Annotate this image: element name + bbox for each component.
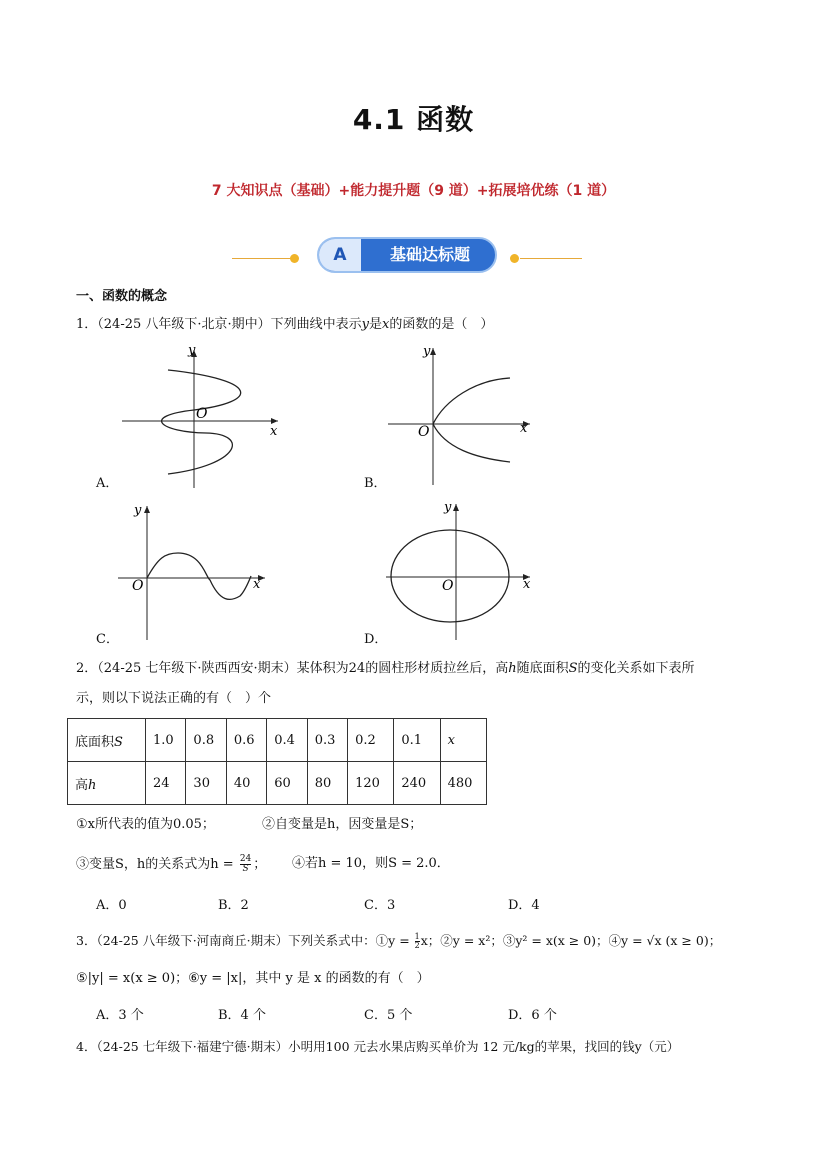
section-banner (317, 237, 497, 273)
banner-right-dot (510, 254, 519, 263)
graph-b-y-label: y (423, 344, 431, 359)
table-cell: 240 (394, 762, 440, 805)
q3-option-a[interactable]: A．3 个 (96, 1008, 144, 1023)
graph-c (110, 498, 280, 643)
graph-c-x-label: x (253, 577, 261, 592)
table-cell: 0.2 (348, 719, 394, 762)
banner-text: 基础达标题 (389, 245, 470, 264)
graph-d-y-label: y (444, 500, 452, 515)
graph-a (110, 340, 290, 490)
table-cell: 30 (186, 762, 226, 805)
table-cell: 480 (440, 762, 486, 805)
q3-option-b[interactable]: B．4 个 (218, 1008, 266, 1023)
q1-option-c[interactable]: C． (96, 632, 119, 647)
table-cell: 60 (267, 762, 307, 805)
q2-stem-line2: 示，则以下说法正确的有（ ）个 (76, 691, 272, 706)
banner-letter: A (319, 239, 361, 271)
q3-option-c[interactable]: C．5 个 (364, 1008, 413, 1023)
graph-c-origin-label: O (132, 578, 144, 594)
graph-a-y-label: y (188, 343, 196, 358)
q2-option-c[interactable]: C．3 (364, 898, 396, 913)
table-cell: 高h (68, 762, 146, 805)
q3-option-d[interactable]: D．6 个 (508, 1008, 557, 1023)
q2-stem-line1: 2．（24-25 七年级下·陕西西安·期末）某体积为24的圆柱形材质拉丝后，高h随底面积S的变化关系如下表所 (76, 661, 695, 676)
table-cell: 底面积S (68, 719, 146, 762)
graph-b-x-label: x (520, 421, 528, 436)
q1-option-b[interactable]: B． (364, 476, 387, 491)
graph-b-origin-label: O (418, 424, 430, 440)
q4-stem-line1: 4．（24-25 七年级下·福建宁德·期末）小明用100 元去水果店购买单价为 12 元/kg的苹果，找回的钱y（元） (76, 1039, 680, 1054)
page-subtitle: 7 大知识点（基础）+能力提升题（9 道）+拓展培优练（1 道） (211, 183, 616, 199)
banner-right-line (520, 258, 582, 259)
graph-c-y-label: y (134, 503, 142, 518)
q1-option-d[interactable]: D． (364, 632, 388, 647)
q1-stem: 1．（24-25 八年级下·北京·期中）下列曲线中表示y是x的函数的是（ ） (76, 317, 494, 332)
q2-statement-2: ②自变量是h，因变量是S； (262, 817, 423, 832)
q2-option-a[interactable]: A．0 (96, 898, 127, 913)
graph-a-origin-label: O (196, 406, 208, 422)
graph-a-x-label: x (270, 424, 278, 439)
table-cell: 120 (348, 762, 394, 805)
q2-table (67, 718, 487, 805)
table-cell: 0.6 (226, 719, 266, 762)
section-heading: 一、函数的概念 (76, 289, 168, 304)
q2-statement-3: ③变量S，h的关系式为h = $\frac{24}{S}$ ； (76, 854, 267, 874)
graph-d-origin-label: O (442, 578, 454, 594)
graph-d (380, 498, 540, 643)
table-row (68, 719, 487, 762)
q3-stem-line1: 3．（24-25 八年级下·河南商丘·期末）下列关系式中：①y = $\frac{1}{2}$ x；②y = x²；③y² = x(x ≥ 0)；④y = √x (x ≥ 0)； (76, 932, 722, 950)
banner-left-line (232, 258, 294, 259)
table-cell: 0.3 (307, 719, 347, 762)
q2-option-b[interactable]: B．2 (218, 898, 249, 913)
table-cell: 0.1 (394, 719, 440, 762)
table-cell: x (440, 719, 486, 762)
graph-b (380, 340, 540, 490)
q2-statement-4: ④若h = 10，则S = 2.0． (292, 856, 450, 871)
table-cell: 0.4 (267, 719, 307, 762)
banner-left-dot (290, 254, 299, 263)
q1-option-a[interactable]: A． (96, 476, 119, 491)
table-cell: 0.8 (186, 719, 226, 762)
q2-option-d[interactable]: D．4 (508, 898, 540, 913)
q3-stem-line2: ⑤|y| = x(x ≥ 0)；⑥y = |x|，其中 y 是 x 的函数的有（ ） (76, 971, 430, 986)
table-cell: 80 (307, 762, 347, 805)
q2-statement-1: ①x所代表的值为0.05； (76, 817, 215, 832)
table-cell: 24 (146, 762, 186, 805)
table-row (68, 762, 487, 805)
table-cell: 1.0 (146, 719, 186, 762)
graph-d-x-label: x (523, 577, 531, 592)
table-cell: 40 (226, 762, 266, 805)
page-title: 4.1 函数 (352, 103, 475, 136)
